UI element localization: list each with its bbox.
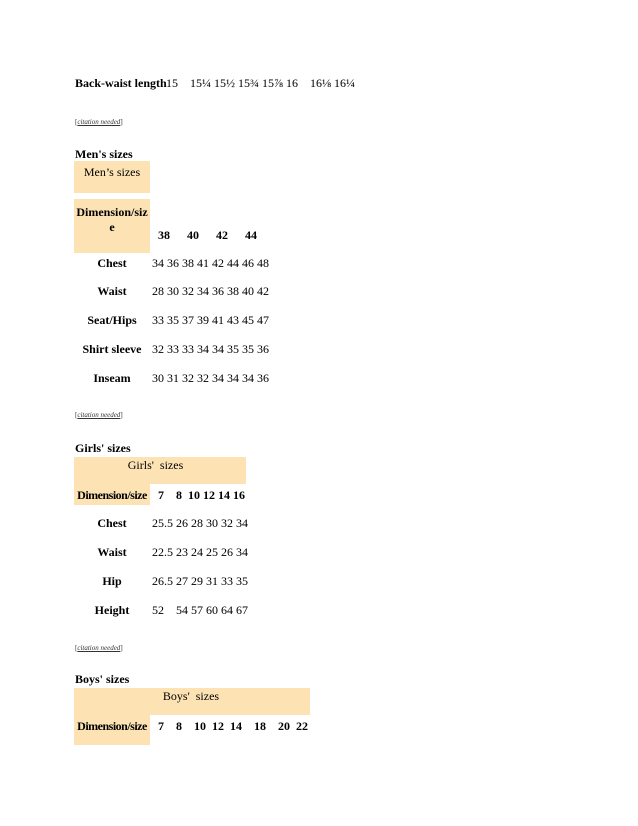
girls-row-label: Height bbox=[94, 603, 130, 617]
mens-size-header: 40 bbox=[187, 228, 199, 242]
girls-row-values: 22.5 23 24 25 26 34 bbox=[152, 545, 248, 559]
mens-caption: Men’s sizes bbox=[83, 165, 141, 179]
back-waist-values: 15 15¼ 15½ 15¾ 15⅞ 16 16⅛ 16¼ bbox=[166, 76, 355, 90]
mens-row-values: 32 33 33 34 34 35 35 36 bbox=[152, 342, 269, 356]
citation-needed: [citation needed] bbox=[75, 411, 123, 419]
citation-needed-link[interactable]: citation needed bbox=[77, 644, 121, 652]
girls-sizes-heading: Girls' sizes bbox=[75, 441, 131, 455]
girls-row-values: 52 54 57 60 64 67 bbox=[152, 603, 248, 617]
mens-row-label: Shirt sleeve bbox=[82, 342, 142, 356]
mens-row-label: Seat/Hips bbox=[87, 313, 137, 327]
girls-row-label: Waist bbox=[97, 545, 127, 559]
girls-caption: Girls' sizes bbox=[127, 458, 184, 472]
boys-caption: Boys' sizes bbox=[162, 689, 220, 703]
citation-needed: [citation needed] bbox=[75, 118, 123, 126]
girls-row-label: Hip bbox=[102, 574, 122, 588]
boys-size-headers: 7 8 10 12 14 18 20 22 bbox=[158, 719, 308, 733]
girls-row-values: 25.5 26 28 30 32 34 bbox=[152, 516, 248, 530]
mens-size-header: 38 bbox=[158, 228, 170, 242]
mens-sizes-heading: Men's sizes bbox=[75, 147, 133, 161]
citation-needed: [citation needed] bbox=[75, 644, 123, 652]
girls-row-label: Chest bbox=[97, 516, 127, 530]
mens-row-label: Inseam bbox=[93, 371, 131, 385]
mens-dimension-header-line1: Dimension/siz bbox=[76, 205, 148, 219]
mens-row-values: 33 35 37 39 41 43 45 47 bbox=[152, 313, 269, 327]
mens-row-values: 28 30 32 34 36 38 40 42 bbox=[152, 284, 269, 298]
back-waist-label: Back-waist length bbox=[75, 76, 167, 90]
mens-row-values: 30 31 32 32 34 34 34 36 bbox=[152, 371, 269, 385]
mens-size-header: 44 bbox=[245, 228, 257, 242]
mens-size-header: 42 bbox=[216, 228, 228, 242]
mens-row-values: 34 36 38 41 42 44 46 48 bbox=[152, 256, 269, 270]
boys-dimension-header: Dimension/size bbox=[77, 719, 147, 733]
girls-size-headers: 7 8 10 12 14 16 bbox=[158, 488, 245, 502]
citation-needed-link[interactable]: citation needed bbox=[77, 411, 121, 419]
girls-dimension-header: Dimension/size bbox=[77, 488, 147, 502]
boys-sizes-heading: Boys' sizes bbox=[75, 672, 130, 686]
mens-row-label: Chest bbox=[97, 256, 127, 270]
girls-row-values: 26.5 27 29 31 33 35 bbox=[152, 574, 248, 588]
mens-row-label: Waist bbox=[97, 284, 127, 298]
mens-dimension-header-line2: e bbox=[109, 220, 115, 234]
citation-needed-link[interactable]: citation needed bbox=[77, 118, 121, 126]
